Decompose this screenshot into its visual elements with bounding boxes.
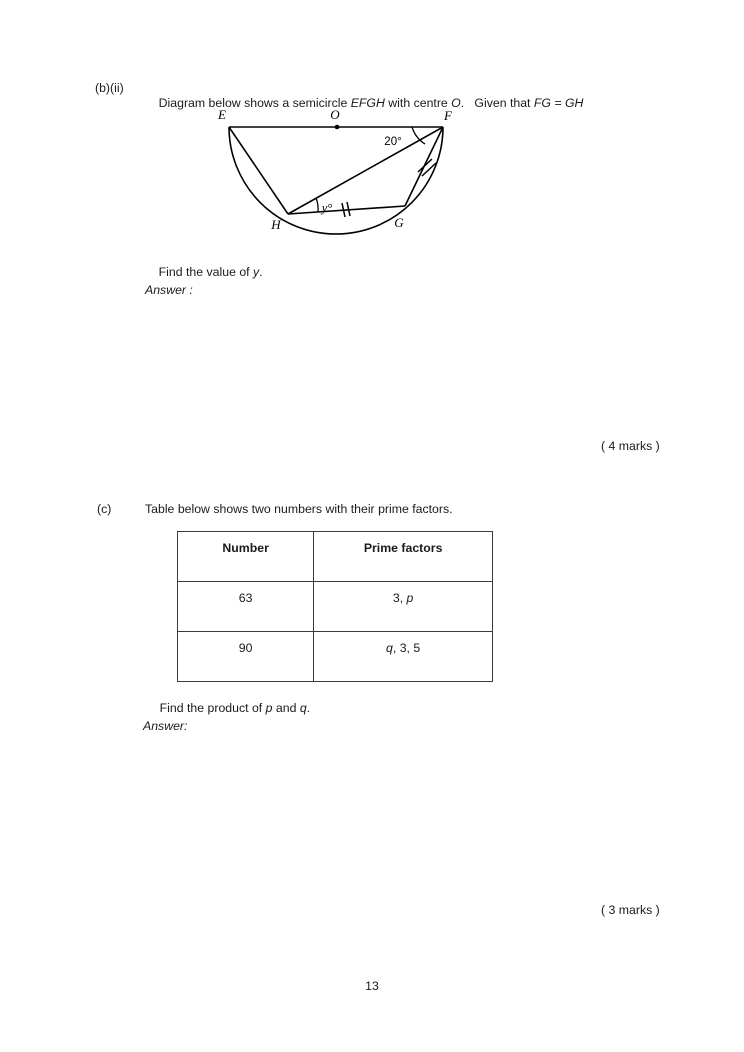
part-b-label: (b)(ii): [95, 81, 124, 95]
find-product-suffix: .: [306, 701, 311, 716]
answer-label-part-b: Answer :: [145, 283, 193, 297]
marks-part-c: ( 3 marks ): [601, 903, 660, 917]
page-number: 13: [365, 979, 379, 993]
vertex-label-h: H: [271, 217, 281, 232]
column-header-prime-factors: Prime factors: [314, 532, 493, 582]
variable-y: y: [253, 265, 260, 280]
find-product-mid: and: [272, 701, 300, 716]
centre-point-o: [335, 125, 340, 130]
semicircle-diagram: [196, 100, 476, 250]
prime-factors-table: [177, 531, 493, 682]
variable-q: q: [386, 641, 393, 655]
variable-p-ref: p: [265, 701, 273, 716]
semicircle-arc: [229, 127, 443, 234]
find-product-prefix: Find the product of: [159, 701, 266, 716]
vertex-label-o: O: [330, 107, 340, 122]
cell-factors-63: [314, 582, 493, 632]
factor-text-3-5: , 3, 5: [392, 641, 421, 655]
table-row: [178, 582, 493, 632]
cell-number-90: 90: [178, 632, 314, 682]
condition-fg-gh: FG = GH: [533, 96, 584, 111]
vertex-label-g: G: [394, 215, 404, 230]
part-c-label: (c): [97, 502, 112, 516]
angle-arc-at-h: [316, 198, 318, 212]
variable-p: p: [406, 591, 414, 605]
part-b-statement-text-2: with centre: [384, 96, 452, 111]
semicircle-diagram-svg: [196, 100, 476, 250]
part-b-statement-text-3: . Given that: [460, 96, 534, 111]
factor-text-3: 3,: [392, 591, 407, 605]
vertex-label-e: E: [218, 107, 226, 122]
marks-part-b: ( 4 marks ): [601, 439, 660, 453]
part-b-statement-text: Diagram below shows a semicircle: [158, 96, 351, 111]
angle-label-y-degrees: y°: [321, 201, 333, 215]
find-y-suffix: .: [259, 265, 263, 280]
table-row: [178, 632, 493, 682]
cell-factors-90: [314, 632, 493, 682]
column-header-number: Number: [178, 532, 314, 582]
centre-label-o: O: [451, 96, 461, 111]
angle-label-20-degrees: 20°: [384, 136, 402, 148]
chord-hg: [288, 206, 405, 214]
answer-label-part-c: Answer:: [143, 719, 188, 733]
table-header-row: [178, 532, 493, 582]
cell-number-63: 63: [178, 582, 314, 632]
find-y-prefix: Find the value of: [158, 265, 254, 280]
part-c-statement: Table below shows two numbers with their prime factors.: [145, 502, 453, 516]
variable-q-ref: q: [299, 701, 307, 716]
vertex-label-f: F: [444, 108, 452, 123]
figure-name-efgh: EFGH: [350, 96, 385, 111]
